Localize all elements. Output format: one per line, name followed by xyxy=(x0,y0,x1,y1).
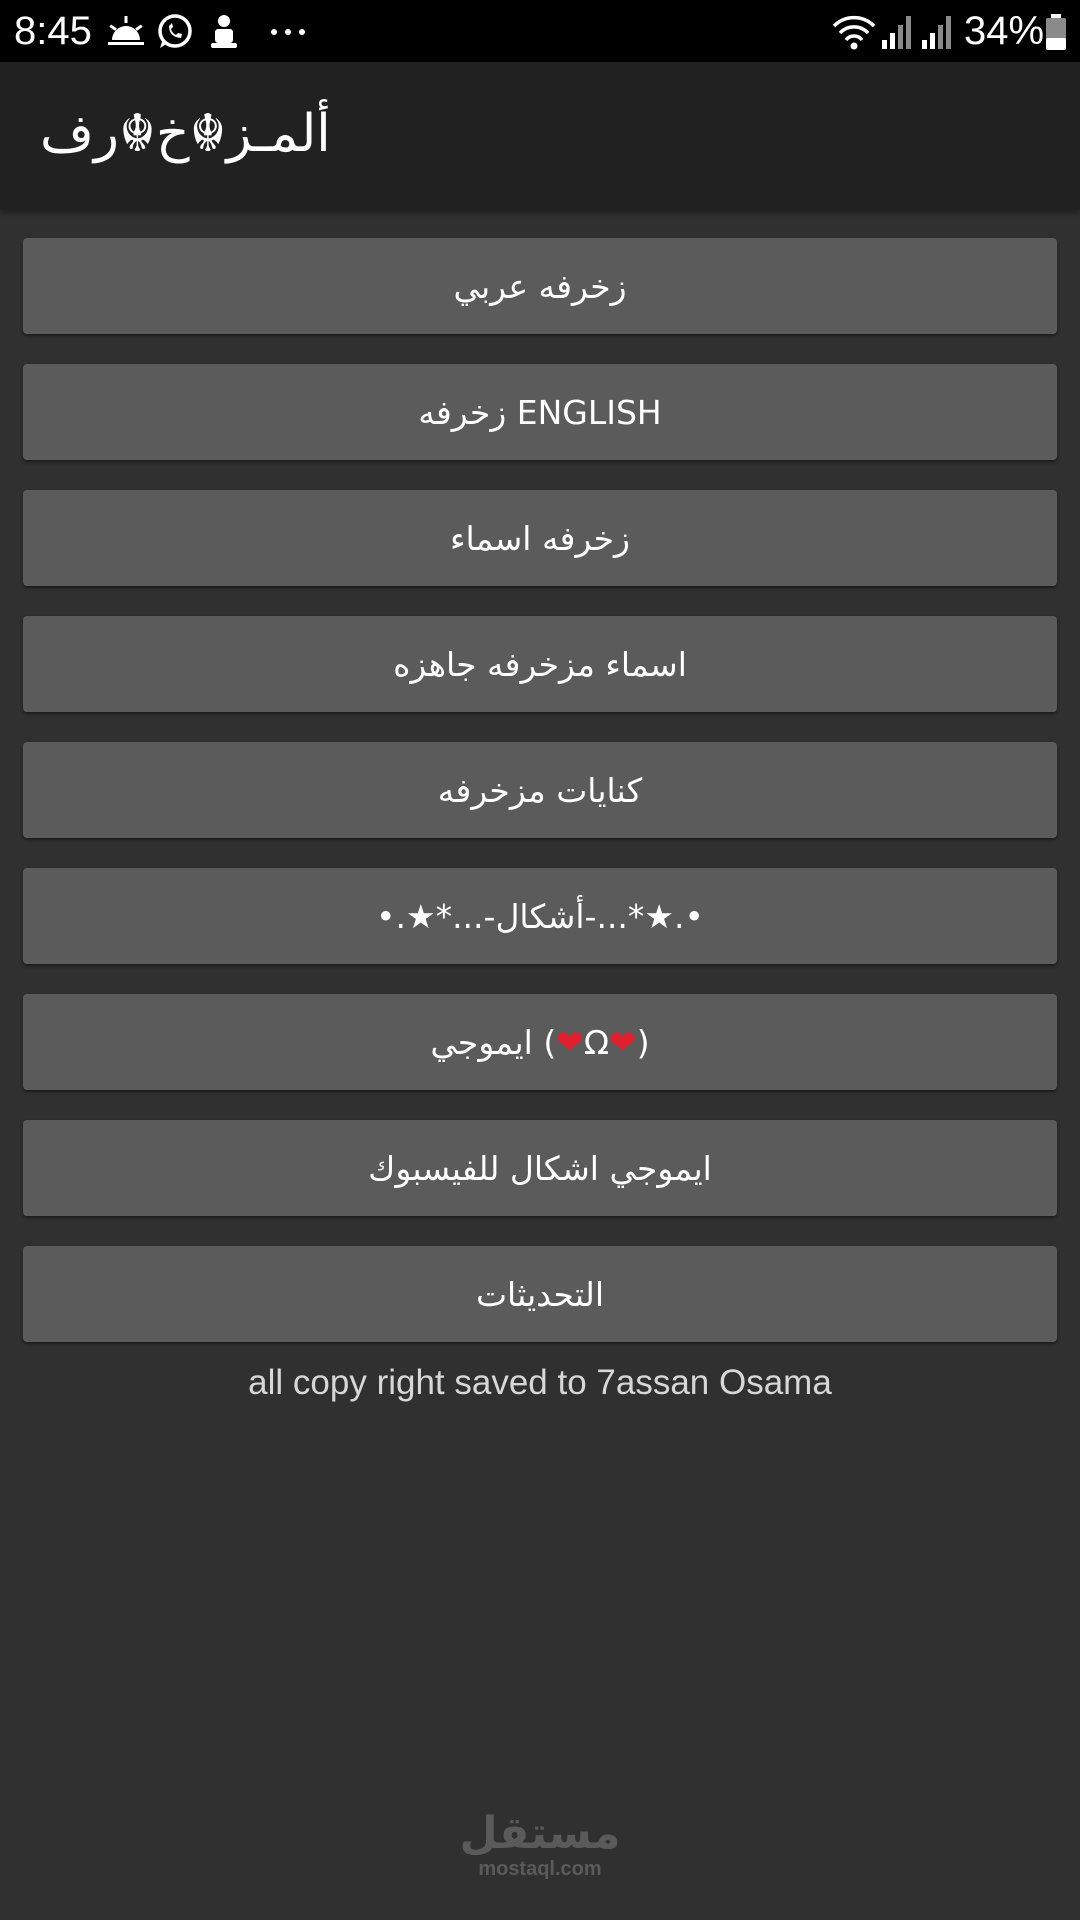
menu-button-label: كنايات مزخرفه xyxy=(437,770,643,810)
copyright-text: all copy right saved to 7assan Osama xyxy=(248,1363,832,1402)
status-time: 8:45 xyxy=(14,9,92,53)
menu-button-label: اسماء مزخرفه جاهزه xyxy=(393,644,687,684)
menu-button-shapes[interactable] xyxy=(23,868,1057,964)
watermark-latin: mostaql.com xyxy=(478,1858,602,1880)
menu-button-arabic-decoration[interactable] xyxy=(23,238,1057,334)
menu-button-updates[interactable] xyxy=(23,1246,1057,1342)
menu-button-label: زخرفه ENGLISH xyxy=(418,392,662,432)
menu-button-label: زخرفه عربي xyxy=(453,266,627,306)
menu-button-ready-names[interactable] xyxy=(23,616,1057,712)
menu-button-label: التحديثات xyxy=(475,1274,605,1314)
status-bar xyxy=(0,0,1080,62)
menu-button-label: ايموجي اشكال للفيسبوك xyxy=(368,1148,712,1188)
menu-button-label: زخرفه اسماء xyxy=(450,518,630,558)
menu-list xyxy=(23,238,1057,1372)
menu-button-label: •.★*...-أشكال-...*★.• xyxy=(376,896,704,936)
whatsapp-icon xyxy=(154,12,194,52)
signal-icon xyxy=(920,12,956,52)
wifi-icon xyxy=(832,12,876,52)
menu-button-emoji[interactable] xyxy=(23,994,1057,1090)
android-debug-icon xyxy=(204,12,244,52)
app-bar xyxy=(0,62,1080,210)
watermark-arabic: مستقل xyxy=(459,1808,621,1859)
menu-button-english-decoration[interactable] xyxy=(23,364,1057,460)
more-dots-icon xyxy=(268,12,308,52)
weather-sunrise-icon xyxy=(106,12,146,52)
menu-button-decorated-nicknames[interactable] xyxy=(23,742,1057,838)
app-title: ألمـز☬خ☬رف xyxy=(40,104,331,164)
menu-button-name-decoration[interactable] xyxy=(23,490,1057,586)
menu-button-facebook-emoji[interactable] xyxy=(23,1120,1057,1216)
battery-icon xyxy=(1042,12,1070,52)
menu-button-label: ايموجي (❤Ω❤) xyxy=(430,1022,650,1062)
battery-percent: 34% xyxy=(964,9,1045,53)
heart-icon: ❤ xyxy=(556,1022,584,1062)
signal-icon xyxy=(880,12,916,52)
mostaql-watermark-logo xyxy=(440,1810,640,1880)
heart-icon: ❤ xyxy=(609,1022,637,1062)
